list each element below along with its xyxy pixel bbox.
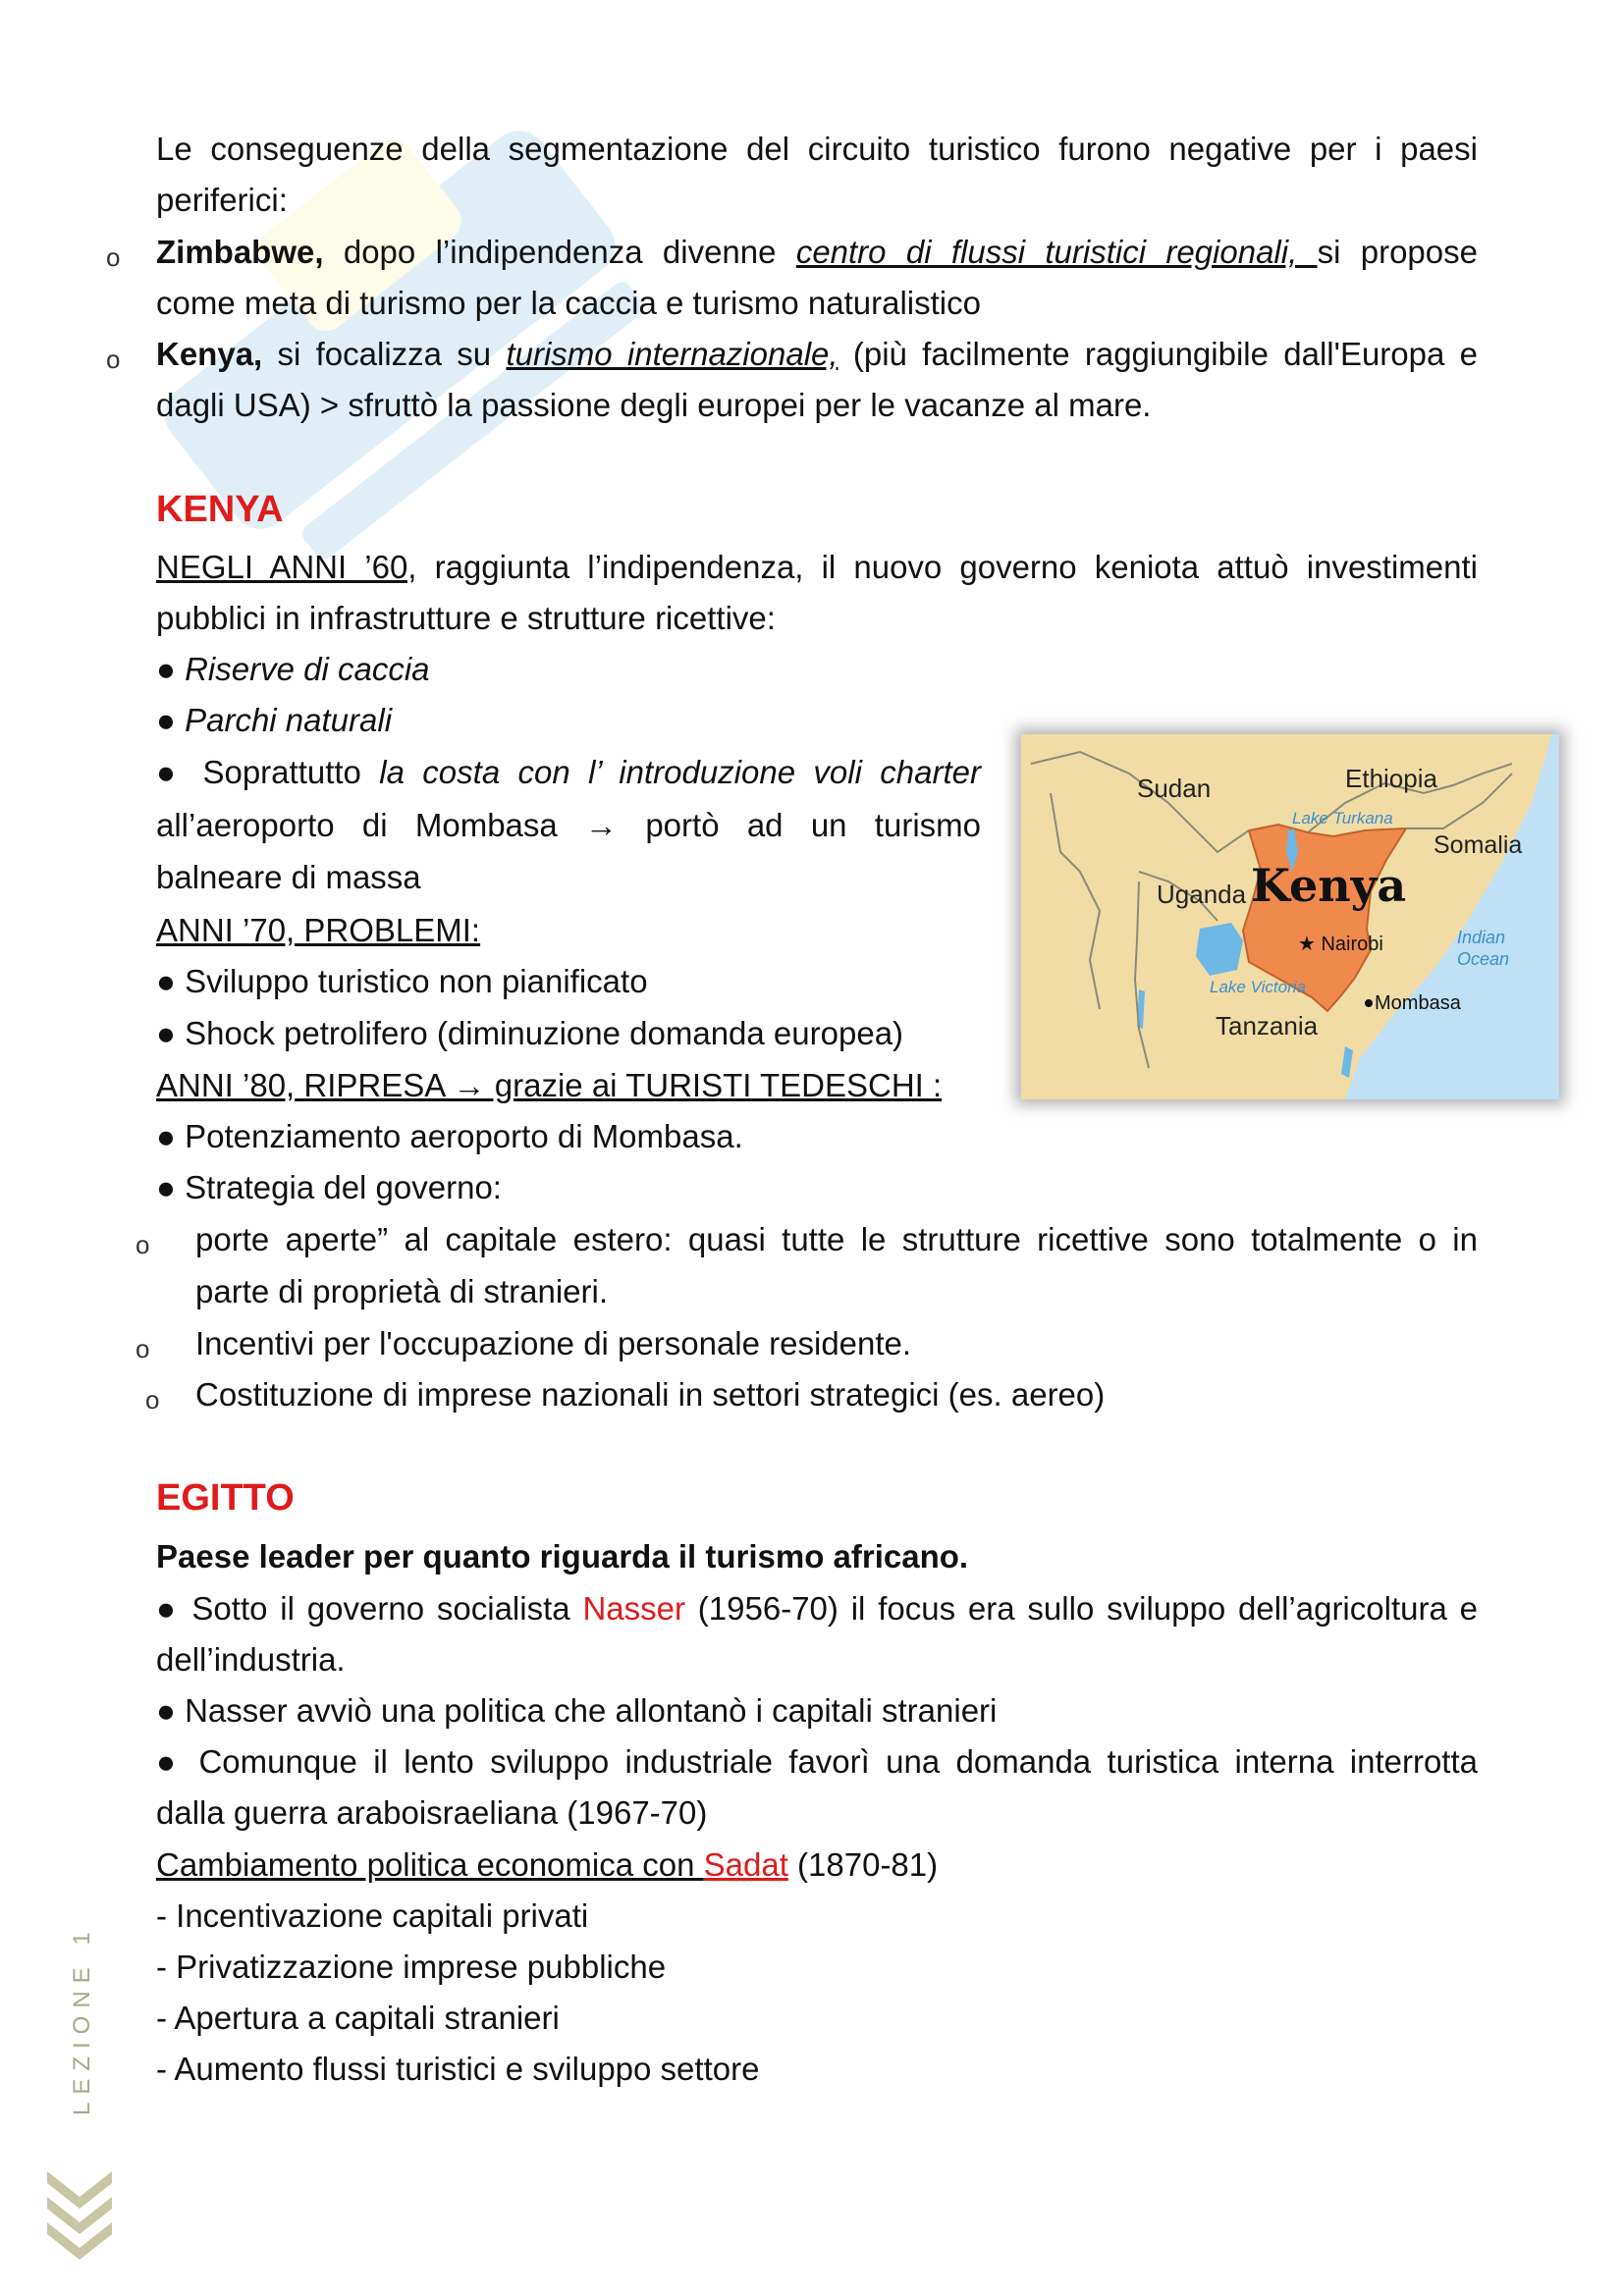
zimbabwe-item: Zimbabwe, dopo l’indipendenza divenne centro di flussi turistici regionali, si propose xyxy=(156,234,1478,270)
egitto-dash-1: - Incentivazione capitali privati xyxy=(156,1897,589,1934)
egitto-bullet-sviluppo: ● Comunque il lento sviluppo industriale favorì una domanda turistica interna interrotta xyxy=(156,1743,1478,1780)
map-label-ethiopia: Ethiopia xyxy=(1345,764,1437,793)
sadat-name: Sadat xyxy=(703,1846,788,1883)
map-label-somalia: Somalia xyxy=(1434,831,1523,859)
kenya-label: Kenya, xyxy=(156,336,263,372)
kenya-heading: KENYA xyxy=(156,489,284,530)
kenya-bullet-costa: ● Soprattutto la costa con l’ introduzione voli charter xyxy=(156,754,981,790)
strategy-incentivi: Incentivi per l'occupazione di personale residente. xyxy=(195,1325,912,1362)
circle-bullet: o xyxy=(106,345,121,374)
map-label-sudan: Sudan xyxy=(1137,774,1212,803)
nasser-name: Nasser xyxy=(582,1590,685,1627)
strategy-porte-aperte-line2: parte di proprietà di stranieri. xyxy=(195,1273,609,1309)
egitto-bullet-nasser-line2: dell’industria. xyxy=(156,1641,346,1678)
kenya-bullet-sviluppo: ● Sviluppo turistico non pianificato xyxy=(156,963,648,999)
egitto-bullet-sviluppo-line2: dalla guerra araboisraeliana (1967-70) xyxy=(156,1794,708,1831)
circle-bullet: o xyxy=(135,1230,150,1259)
egitto-dash-4: - Aumento flussi turistici e sviluppo settore xyxy=(156,2051,760,2087)
egitto-heading: EGITTO xyxy=(156,1477,295,1519)
map-graphic xyxy=(1021,734,1559,1099)
intro-paragraph-line2: periferici: xyxy=(156,182,288,218)
circle-bullet: o xyxy=(106,242,121,272)
kenya-link-text: turismo internazionale, xyxy=(506,336,839,372)
strategy-porte-aperte: porte aperte” al capitale estero: quasi tutte le strutture ricettive sono totalmente o in xyxy=(195,1221,1478,1257)
egitto-lead: Paese leader per quanto riguarda il turismo africano. xyxy=(156,1538,969,1575)
egitto-bullet-capitali: ● Nasser avviò una politica che allontanò i capitali stranieri xyxy=(156,1692,998,1729)
egitto-dash-2: - Privatizzazione imprese pubbliche xyxy=(156,1949,667,1985)
egitto-bullet-nasser: ● Sotto il governo socialista Nasser (1956-70) il focus era sullo sviluppo dell’agricoltura e xyxy=(156,1590,1478,1627)
kenya-bullet-riserve: ● Riserve di caccia xyxy=(156,651,430,687)
egitto-dash-3: - Apertura a capitali stranieri xyxy=(156,2000,560,2036)
kenya-bullet-aeroporto: ● Potenziamento aeroporto di Mombasa. xyxy=(156,1118,743,1154)
circle-bullet: o xyxy=(145,1385,160,1415)
kenya-bullet-costa-line2: all’aeroporto di Mombasa → portò ad un turismo xyxy=(156,807,981,843)
kenya-anni70-heading: ANNI ’70, PROBLEMI: xyxy=(156,912,481,948)
kenya-map xyxy=(1021,734,1559,1099)
sidebar-lesson-label xyxy=(45,1919,104,2115)
sidebar-lesson-text: LEZIONE 1 xyxy=(69,1924,95,2115)
strategy-imprese: Costituzione di imprese nazionali in settori strategici (es. aereo) xyxy=(195,1376,1106,1413)
egitto-cambiamento: Cambiamento politica economica con Sadat (1870-81) xyxy=(156,1846,939,1883)
kenya-item-line2: dagli USA) > sfruttò la passione degli europei per le vacanze al mare. xyxy=(156,387,1152,423)
circle-bullet: o xyxy=(135,1334,150,1363)
kenya-bullet-parchi: ● Parchi naturali xyxy=(156,702,393,738)
kenya-item: Kenya, si focalizza su turismo internazionale, (più facilmente raggiungibile dall'Europa e xyxy=(156,336,1478,372)
chevron-down-icon xyxy=(43,2167,116,2266)
map-label-indian-ocean-2: Ocean xyxy=(1457,949,1510,969)
map-label-uganda: Uganda xyxy=(1157,880,1247,909)
zimbabwe-label: Zimbabwe, xyxy=(156,234,324,270)
kenya-anni80-heading: ANNI ’80, RIPRESA → grazie ai TURISTI TEDESCHI : xyxy=(156,1067,943,1103)
map-label-indian-ocean-1: Indian xyxy=(1457,928,1506,947)
map-label-lake-turkana: Lake Turkana xyxy=(1292,809,1393,828)
zimbabwe-item-line2: come meta di turismo per la caccia e turismo naturalistico xyxy=(156,285,981,321)
map-label-tanzania: Tanzania xyxy=(1216,1011,1319,1041)
intro-paragraph-line1: Le conseguenze della segmentazione del circuito turistico furono negative per i paesi xyxy=(156,131,1478,167)
kenya-intro-line2: pubblici in infrastrutture e strutture ricettive: xyxy=(156,600,776,636)
kenya-bullet-shock: ● Shock petrolifero (diminuzione domanda europea) xyxy=(156,1015,904,1051)
map-label-nairobi: ★ Nairobi xyxy=(1298,934,1383,955)
map-title-kenya: Kenya xyxy=(1251,859,1407,912)
kenya-bullet-strategia: ● Strategia del governo: xyxy=(156,1169,502,1205)
zimbabwe-link-text: centro di flussi turistici regionali, xyxy=(795,234,1318,270)
kenya-intro-line1: NEGLI ANNI ’60, raggiunta l’indipendenza, il nuovo governo keniota attuò investimenti xyxy=(156,549,1478,585)
map-label-mombasa: Mombasa xyxy=(1375,992,1461,1014)
kenya-bullet-costa-line3: balneare di massa xyxy=(156,859,421,895)
map-label-lake-victoria: Lake Victoria xyxy=(1210,978,1306,996)
